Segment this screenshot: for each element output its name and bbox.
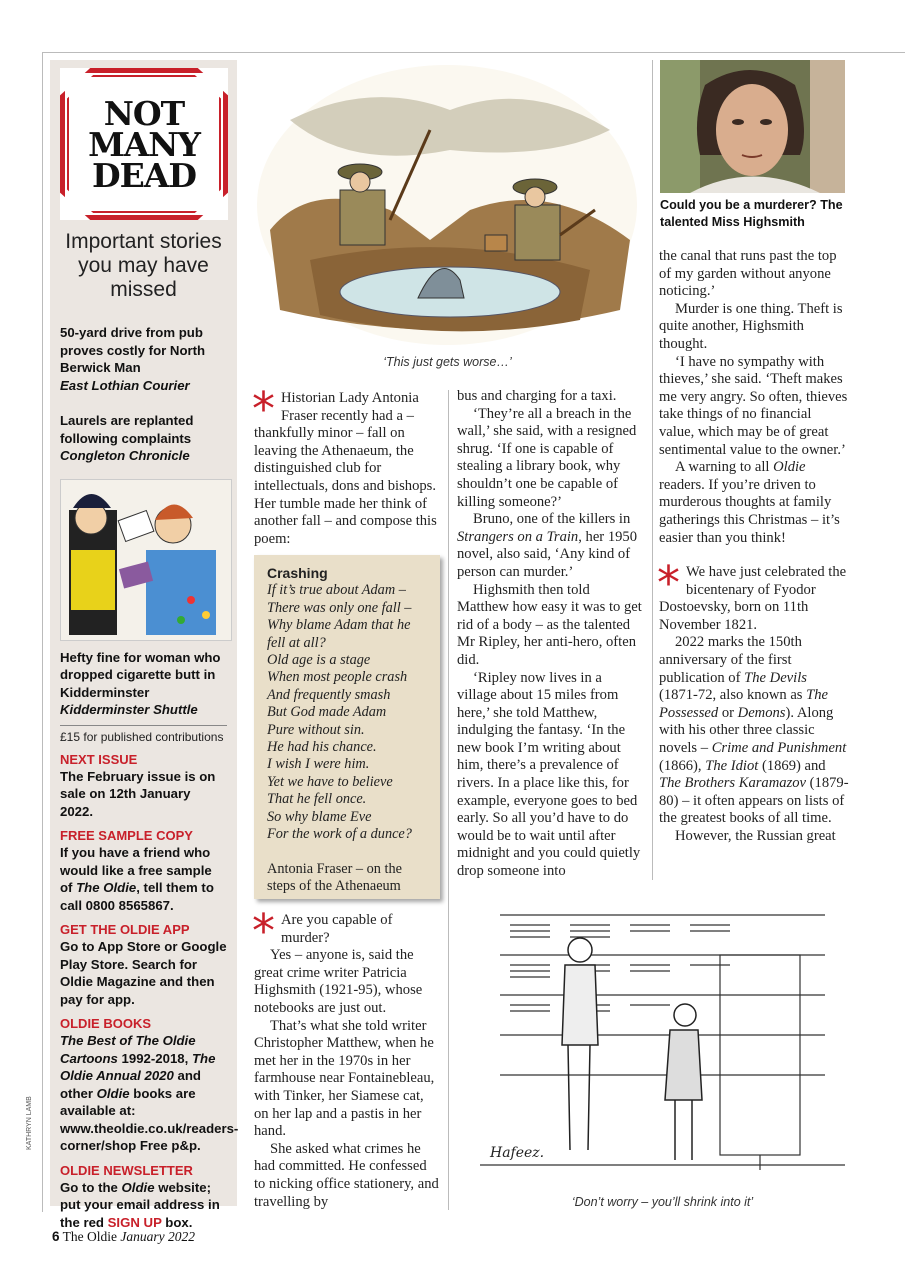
cartoon-caption: ‘Don’t worry – you’ll shrink into it’	[571, 1195, 754, 1209]
books-heading: OLDIE BOOKS	[60, 1016, 152, 1031]
article-column-3	[659, 248, 849, 846]
story-item	[60, 324, 227, 394]
paragraph: Murder is one thing. Theft is quite another, Highsmith thought.	[659, 300, 843, 352]
paragraph: ‘Ripley now lives in a village about 15 miles from here,’ she told Matthew, indulging the fantasy. ‘In the new book I’m writing about him, there’s a prevalence of rivers. In a place like this, for example, everyone goes to bed early. So all you’d have to do would be to wait until after midnight and you could quietly drop someone into	[457, 669, 641, 880]
logo-line: MANY	[88, 124, 200, 164]
paragraph: the canal that runs past the top of my garden without anyone noticing.’	[659, 248, 837, 300]
paragraph: A warning to all Oldie readers. If you’re driven to murderous thoughts at family gatherings this Christmas – it’s easier than you think!	[659, 459, 840, 546]
page-number: 6	[52, 1229, 60, 1244]
divider	[60, 725, 227, 726]
column-rule-1b	[448, 880, 449, 1210]
next-issue-body: The February issue is on sale on 12th January 2022.	[60, 768, 216, 819]
paragraph: bus and charging for a taxi.	[457, 388, 617, 404]
cartoon-caption: ‘This just gets worse…’	[383, 355, 512, 369]
paragraph: Highsmith then told Matthew how easy it was to get rid of a body – as the talented Mr Ripley, her anti-hero, often did.	[457, 581, 642, 668]
paragraph: * We have just celebrated the bicentenary of Fyodor Dostoevsky, born on 11th November 1821.	[657, 556, 847, 633]
cartoon-signature: Hafeez.	[490, 1145, 545, 1161]
poem-signature: Antonia Fraser – on the steps of the Athenaeum	[267, 860, 402, 894]
poem-title: Crashing	[267, 565, 328, 581]
article-column-1b	[252, 904, 440, 1211]
trench-cartoon	[250, 60, 645, 350]
sidebar	[50, 60, 239, 1230]
story-source: East Lothian Courier	[60, 377, 190, 393]
paragraph: However, the Russian great	[675, 828, 836, 844]
sidebar-cartoon	[60, 479, 232, 641]
highsmith-photo	[660, 60, 845, 193]
not-many-dead-logo	[60, 68, 228, 220]
paragraph: Bruno, one of the killers in Strangers on a Train, her 1950 novel, also said, ‘Any kind of person can murder.’	[457, 511, 638, 580]
paragraph: Yes – anyone is, said the great crime writer Patricia Highsmith (1921-95), whose notebooks are just out.	[254, 947, 423, 1016]
newsletter-body: Go to the Oldie website; put your email address in the red SIGN UP box.	[60, 1179, 220, 1230]
left-rule	[42, 52, 43, 1212]
article-column-1	[252, 382, 440, 548]
story-item	[60, 649, 227, 719]
fee-note: £15 for published contributions	[60, 729, 224, 744]
paragraph: That’s what she told writer Christopher Matthew, when he met her in the 1970s in her farmhouse near Fontainebleau, with Tinker, her Siamese cat, on her lap and a pastis in her hand.	[254, 1017, 435, 1140]
paragraph: * Are you capable of murder?	[252, 904, 393, 958]
paragraph: 2022 marks the 150th anniversary of the first publication of The Devils (1871-72, also known as The Possessed or Demons). Along with his other three classic novels – Crime and Punishment (1866), The Idiot (1869) and The Brothers Karamazov (1879-80) – it often appears on lists of the greatest books of all time.	[659, 634, 849, 827]
story-headline: Hefty fine for woman who dropped cigarette butt in Kidderminster	[60, 649, 221, 700]
story-headline: 50-yard drive from pub proves costly for North Berwick Man	[60, 325, 206, 375]
story-item	[60, 412, 227, 465]
column-rule-2	[652, 60, 653, 880]
page-footer	[52, 1229, 195, 1245]
column-rule-1	[448, 390, 449, 880]
asterisk-icon: *	[252, 382, 275, 436]
asterisk-icon: *	[657, 556, 680, 611]
app-body: Go to App Store or Google Play Store. Search for Oldie Magazine and then pay for app.	[60, 939, 227, 1007]
story-source: Kidderminster Shuttle	[60, 702, 198, 717]
paragraph: * Historian Lady Antonia Fraser recently had a – thankfully minor – fall on leaving the Athenaeum, the distinguished club for intellectuals, dons and bishops. Her tumble made her think of another fall – and compose this poem:	[252, 382, 437, 547]
magazine-name: The Oldie	[62, 1229, 118, 1244]
newsletter-heading: OLDIE NEWSLETTER	[60, 1162, 193, 1178]
article-column-2	[457, 388, 645, 881]
books-body: The Best of The Oldie Cartoons 1992-2018, The Oldie Annual 2020 and other Oldie books are available at: www.theoldie.co.uk/readers-corner/shop Free p&p.	[60, 1033, 239, 1153]
logo-line: NOT	[103, 93, 185, 133]
photo-credit: KATHRYN LAMB	[26, 1096, 33, 1150]
paragraph: ‘I have no sympathy with thieves,’ she said. ‘Theft makes me very angry. So often, thieves take things of no financial value, which may be of great sentimental value to the owner.’	[659, 353, 848, 458]
paragraph: ‘They’re all a breach in the wall,’ she said, with a resigned shrug. ‘If one is capable of stealing a library book, why shouldn’t one be capable of killing someone?’	[457, 405, 637, 510]
poem-box	[254, 555, 440, 899]
free-sample-heading: FREE SAMPLE COPY	[60, 828, 193, 843]
poem-lines: If it’s true about Adam – There was only one fall – Why blame Adam that he fell at all? Old age is a stage When most people crash And frequently smash But God made Adam Pure without sin. He had his chance. I wish I were him. Yet we have to believe That he fell once. So why blame Eve For the work of a dunce?	[267, 582, 412, 843]
paragraph: She asked what crimes he had committed. He confessed to nicking office stationery, and travelling by	[254, 1140, 439, 1210]
free-sample-body: If you have a friend who would like a free sample of The Oldie, tell them to call 0800 8565867.	[60, 845, 214, 913]
next-issue-heading: NEXT ISSUE	[60, 751, 138, 767]
asterisk-icon: *	[252, 904, 275, 958]
sidebar-tagline: Important stories you may have missed	[65, 230, 222, 301]
photo-caption: Could you be a murderer? The talented Miss Highsmith	[660, 198, 843, 229]
story-headline: Laurels are replanted following complaints	[60, 413, 194, 446]
app-heading: GET THE OLDIE APP	[60, 922, 190, 937]
tailor-cartoon	[470, 895, 855, 1190]
issue-date: January 2022	[120, 1229, 196, 1244]
story-source: Congleton Chronicle	[60, 448, 190, 463]
logo-line: DEAD	[92, 155, 196, 195]
top-rule	[42, 52, 905, 53]
